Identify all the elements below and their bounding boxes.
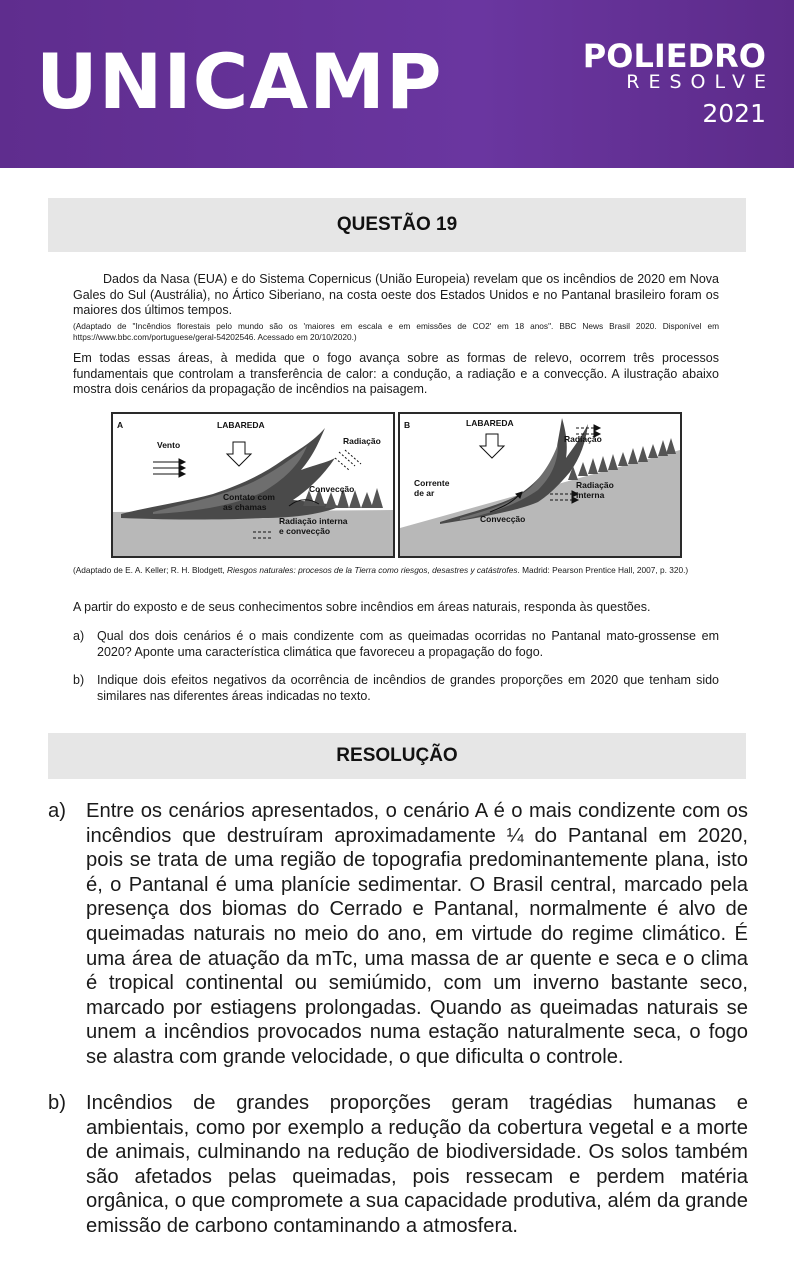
item-letter: a): [73, 629, 85, 643]
source-citation-2: [73, 565, 719, 576]
scenario-b-aircurrent-label-1: Corrente: [414, 478, 450, 488]
brand-subtitle: RESOLVE: [626, 71, 775, 93]
citation-2-authors: (Adaptado de E. A. Keller; R. H. Blodgett,: [73, 565, 228, 575]
question-intro: Dados da Nasa (EUA) e do Sistema Copernicus (União Europeia) revelam que os incêndios de 2020 em Nova Gales do Sul (Austrália), no Ártico Siberiano, na costa oeste dos Estados Unidos e no Pantanal brasileiro foram os maiores dos últimos tempos.: [73, 272, 719, 317]
scenario-b-aircurrent-label-2: de ar: [414, 488, 435, 498]
fire-scenario-a-illustration: [111, 412, 395, 558]
scenario-a-convection-label: Convecção: [309, 484, 355, 494]
question-paragraph-2: Em todas essas áreas, à medida que o fogo avança sobre as formas de relevo, ocorrem três processos fundamentais que controlam a transferência de calor: a condução, a radiação e a convecção. A ilustração abaixo mostra dois cenários da propagação de incêndios na paisagem.: [73, 351, 719, 396]
scenario-b-letter: B: [404, 420, 411, 430]
header-banner: [0, 0, 794, 168]
resolution-item-a: [48, 799, 748, 1070]
answer-letter: b): [48, 1092, 66, 1114]
scenario-b-convection-label: Convecção: [480, 514, 526, 524]
scenario-b-internal-radiation-2: interna: [576, 490, 605, 500]
scenario-b-flame-label: LABAREDA: [466, 418, 514, 428]
scenario-a-contact-label-1: Contato com: [223, 492, 275, 502]
answer-letter: a): [48, 800, 66, 822]
resolution-heading: RESOLUÇÃO: [48, 733, 746, 779]
brand-name: POLIEDRO: [582, 37, 766, 75]
scenario-a-flame-label: LABAREDA: [217, 420, 265, 430]
exam-year: 2021: [702, 98, 766, 128]
citation-2-book-title: Riesgos naturales: procesos de la Tierra como riesgos, desastres y catástrofes: [227, 565, 518, 575]
exam-title: UNICAMP: [36, 37, 443, 126]
scenario-a-wind-label: Vento: [157, 440, 181, 450]
answer-text: Entre os cenários apresentados, o cenário A é o mais condizente com os incêndios que destruíram aproximadamente ¼ do Pantanal em 2020, pois se trata de uma região de topografia predominantemente plana, isto é, o Pantanal é uma planície sedimentar. O Brasil central, marcado pela presença dos biomas do Cerrado e Pantanal, normalmente é alvo de queimadas naturais no meio do ano, em virtude do regime climático. É uma área de atuação da mTc, uma massa de ar quente e seca e o clima é tropical continental ou semiúmido, com um inverno bastante seco, marcado por estiagens prolongadas. Quando as queimadas naturais se unem a incêndios provocados numa estação naturalmente seca, o fogo se alastra com grande velocidade, o que dificulta o controle.: [86, 800, 748, 1068]
brand-logo: [582, 37, 775, 129]
fire-scenario-b-illustration: [398, 412, 682, 558]
scenario-a-internal-radiation-1: Radiação interna: [279, 516, 348, 526]
citation-2-publisher: . Madrid: Pearson Prentice Hall, 2007, p. 320.): [517, 565, 689, 575]
question-instruction: A partir do exposto e de seus conhecimentos sobre incêndios em áreas naturais, responda às questões.: [73, 600, 651, 614]
scenario-b-radiation-label: Radiação: [564, 434, 602, 444]
item-letter: b): [73, 673, 85, 687]
question-item-b: [73, 673, 719, 704]
item-text: Indique dois efeitos negativos da ocorrência de incêndios de grandes proporções em 2020 que tenham sido similares nas diferentes áreas indicadas no texto.: [97, 673, 719, 703]
question-item-a: [73, 629, 719, 660]
answer-text: Incêndios de grandes proporções geram tragédias humanas e ambientais, como por exemplo a redução da cobertura vegetal e a morte de animais, culminando na redução de biodiversidade. Os solos também são afetados pelas queimadas, pois ressecam e perdem matéria orgânica, o que compromete a sua capacidade produtiva, além da grande emissão de carbono contaminando a atmosfera.: [86, 1092, 748, 1237]
source-citation-1: (Adaptado de "Incêndios florestais pelo mundo são os 'maiores em escala e em emissões de CO2' em 18 anos". BBC News Brasil 2020. Disponível em https://www.bbc.com/portuguese/geral-54202546. Acessado em 20/10/2020.): [73, 321, 719, 342]
item-text: Qual dos dois cenários é o mais condizente com as queimadas ocorridas no Pantanal mato-grossense em 2020? Aponte uma característica climática que favoreceu a propagação do fogo.: [97, 629, 719, 659]
question-heading: QUESTÃO 19: [48, 198, 746, 252]
resolution-item-b: [48, 1091, 748, 1239]
scenario-a-contact-label-2: as chamas: [223, 502, 267, 512]
scenario-b-internal-radiation-1: Radiação: [576, 480, 614, 490]
scenario-a-internal-radiation-2: e convecção: [279, 526, 331, 536]
scenario-a-letter: A: [117, 420, 124, 430]
scenario-a-radiation-label: Radiação: [343, 436, 381, 446]
